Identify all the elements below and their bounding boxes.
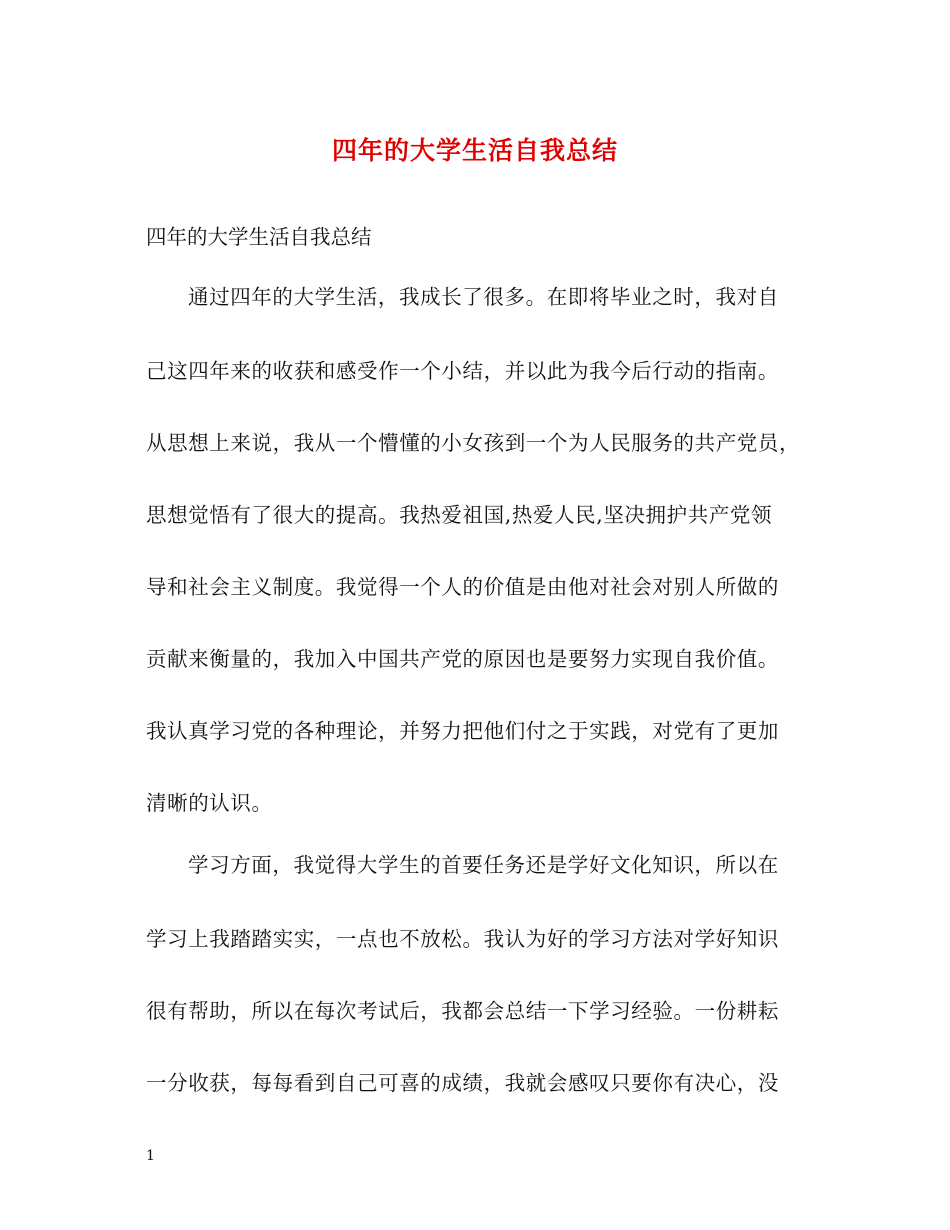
body-line: 学习上我踏踏实实，一点也不放松。我认为好的学习方法对学好知识 [146,927,779,951]
body-line: 通过四年的大学生活，我成长了很多。在即将毕业之时，我对自 [188,285,779,309]
body-line: 我认真学习党的各种理论，并努力把他们付之于实践，对党有了更加 [146,719,779,743]
body-line: 学习方面，我觉得大学生的首要任务还是学好文化知识，所以在 [188,853,779,877]
body-line: 一分收获，每每看到自己可喜的成绩，我就会感叹只要你有决心，没 [146,1071,779,1095]
document-subtitle: 四年的大学生活自我总结 [146,225,372,249]
body-line: 清晰的认识。 [146,791,273,815]
body-line: 思想觉悟有了很大的提高。我热爱祖国,热爱人民,坚决拥护共产党领 [146,503,773,527]
body-line: 很有帮助，所以在每次考试后，我都会总结一下学习经验。一份耕耘 [146,999,779,1023]
body-line: 导和社会主义制度。我觉得一个人的价值是由他对社会对别人所做的 [146,575,779,599]
page-number: 1 [146,1148,155,1164]
body-line: 从思想上来说，我从一个懵懂的小女孩到一个为人民服务的共产党员， [146,431,801,455]
document-title: 四年的大学生活自我总结 [331,136,618,165]
body-line: 己这四年来的收获和感受作一个小结，并以此为我今后行动的指南。 [146,359,779,383]
body-line: 贡献来衡量的，我加入中国共产党的原因也是要努力实现自我价值。 [146,647,779,671]
